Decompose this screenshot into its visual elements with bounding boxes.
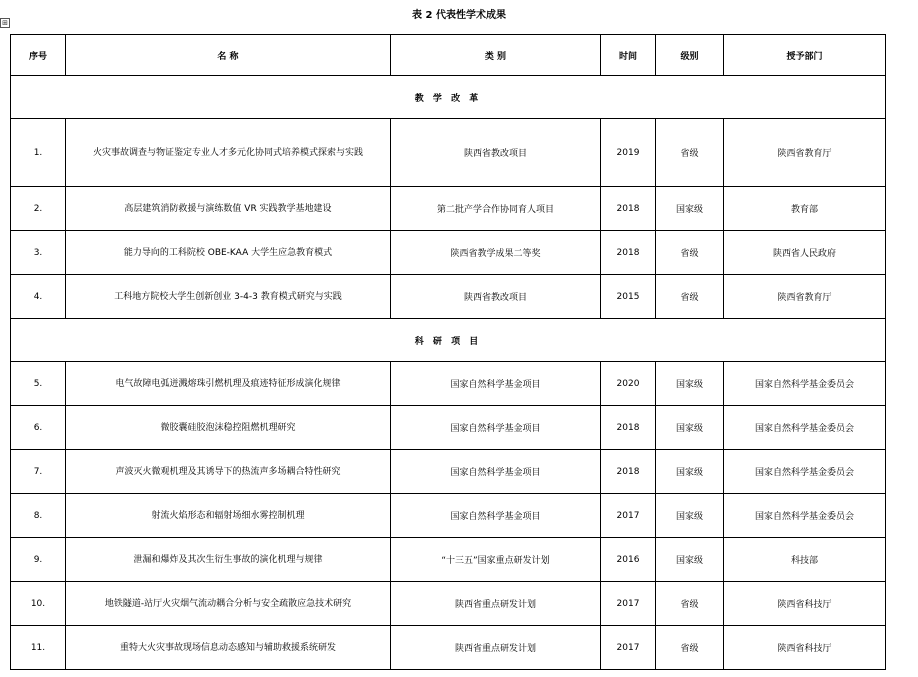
section-label: 教 学 改 革 <box>11 76 886 119</box>
cell-level: 国家级 <box>656 362 724 406</box>
table-row <box>11 626 886 670</box>
cell-level: 省级 <box>656 119 724 187</box>
table-move-handle-icon[interactable]: ⊞ <box>0 18 10 28</box>
cell-level: 省级 <box>656 275 724 319</box>
cell-level: 国家级 <box>656 450 724 494</box>
cell-level: 省级 <box>656 231 724 275</box>
cell-level: 省级 <box>656 582 724 626</box>
cell-dept: 教育部 <box>724 187 886 231</box>
cell-time: 2017 <box>601 582 656 626</box>
cell-time: 2020 <box>601 362 656 406</box>
section-row <box>11 319 886 362</box>
cell-dept: 陕西省教育厅 <box>724 275 886 319</box>
table-row <box>11 494 886 538</box>
cell-name: 电气故障电弧迸溅熔珠引燃机理及痕迹特征形成演化规律 <box>66 362 391 406</box>
cell-dept: 国家自然科学基金委员会 <box>724 362 886 406</box>
cell-name: 能力导向的工科院校 OBE-KAA 大学生应急教育模式 <box>66 231 391 275</box>
table-body <box>11 76 886 670</box>
cell-time: 2019 <box>601 119 656 187</box>
cell-seq: 1. <box>11 119 66 187</box>
cell-time: 2015 <box>601 275 656 319</box>
table-row <box>11 582 886 626</box>
cell-seq: 5. <box>11 362 66 406</box>
cell-type: 陕西省教改项目 <box>391 119 601 187</box>
cell-dept: 陕西省科技厅 <box>724 626 886 670</box>
cell-dept: 国家自然科学基金委员会 <box>724 450 886 494</box>
cell-type: 陕西省教改项目 <box>391 275 601 319</box>
cell-type: 陕西省重点研发计划 <box>391 582 601 626</box>
cell-type: 第二批产学合作协同育人项目 <box>391 187 601 231</box>
cell-seq: 9. <box>11 538 66 582</box>
cell-type: 陕西省教学成果二等奖 <box>391 231 601 275</box>
cell-seq: 8. <box>11 494 66 538</box>
header-dept: 授予部门 <box>724 35 886 76</box>
cell-name: 重特大火灾事故现场信息动态感知与辅助救援系统研发 <box>66 626 391 670</box>
cell-dept: 陕西省人民政府 <box>724 231 886 275</box>
achievements-table <box>10 34 886 670</box>
table-row <box>11 231 886 275</box>
cell-level: 国家级 <box>656 494 724 538</box>
cell-type: 国家自然科学基金项目 <box>391 450 601 494</box>
cell-seq: 7. <box>11 450 66 494</box>
header-level: 级别 <box>656 35 724 76</box>
cell-time: 2018 <box>601 450 656 494</box>
cell-level: 国家级 <box>656 406 724 450</box>
cell-seq: 3. <box>11 231 66 275</box>
cell-level: 国家级 <box>656 187 724 231</box>
cell-seq: 6. <box>11 406 66 450</box>
cell-time: 2017 <box>601 494 656 538</box>
cell-level: 省级 <box>656 626 724 670</box>
cell-time: 2018 <box>601 187 656 231</box>
cell-name: 声波灭火微观机理及其诱导下的热流声多场耦合特性研究 <box>66 450 391 494</box>
cell-time: 2017 <box>601 626 656 670</box>
table-row <box>11 450 886 494</box>
section-row <box>11 76 886 119</box>
cell-time: 2016 <box>601 538 656 582</box>
header-row <box>11 35 886 76</box>
header-seq: 序号 <box>11 35 66 76</box>
cell-name: 火灾事故调查与物证鉴定专业人才多元化协同式培养模式探索与实践 <box>66 119 391 187</box>
header-type: 类 别 <box>391 35 601 76</box>
table-title: 表 2 代表性学术成果 <box>412 10 506 21</box>
cell-name: 地铁隧道-站厅火灾烟气流动耦合分析与安全疏散应急技术研究 <box>66 582 391 626</box>
table-row <box>11 187 886 231</box>
cell-dept: 国家自然科学基金委员会 <box>724 406 886 450</box>
cell-type: 陕西省重点研发计划 <box>391 626 601 670</box>
cell-type: “十三五”国家重点研发计划 <box>391 538 601 582</box>
table-row <box>11 362 886 406</box>
cell-level: 国家级 <box>656 538 724 582</box>
cell-time: 2018 <box>601 231 656 275</box>
cell-name: 高层建筑消防救援与演练数值 VR 实践教学基地建设 <box>66 187 391 231</box>
cell-time: 2018 <box>601 406 656 450</box>
cell-seq: 10. <box>11 582 66 626</box>
cell-name: 工科地方院校大学生创新创业 3-4-3 教育模式研究与实践 <box>66 275 391 319</box>
cell-name: 射流火焰形态和辐射场细水雾控制机理 <box>66 494 391 538</box>
cell-name: 微胶囊硅胶泡沫稳控阻燃机理研究 <box>66 406 391 450</box>
cell-seq: 2. <box>11 187 66 231</box>
cell-dept: 陕西省教育厅 <box>724 119 886 187</box>
cell-dept: 科技部 <box>724 538 886 582</box>
section-label: 科 研 项 目 <box>11 319 886 362</box>
cell-type: 国家自然科学基金项目 <box>391 406 601 450</box>
table-row <box>11 538 886 582</box>
cell-seq: 4. <box>11 275 66 319</box>
header-name: 名 称 <box>66 35 391 76</box>
cell-dept: 陕西省科技厅 <box>724 582 886 626</box>
cell-dept: 国家自然科学基金委员会 <box>724 494 886 538</box>
cell-type: 国家自然科学基金项目 <box>391 494 601 538</box>
table-row <box>11 406 886 450</box>
cell-seq: 11. <box>11 626 66 670</box>
cell-name: 泄漏和爆炸及其次生衍生事故的演化机理与规律 <box>66 538 391 582</box>
table-row <box>11 275 886 319</box>
table-row <box>11 119 886 187</box>
header-time: 时间 <box>601 35 656 76</box>
cell-type: 国家自然科学基金项目 <box>391 362 601 406</box>
